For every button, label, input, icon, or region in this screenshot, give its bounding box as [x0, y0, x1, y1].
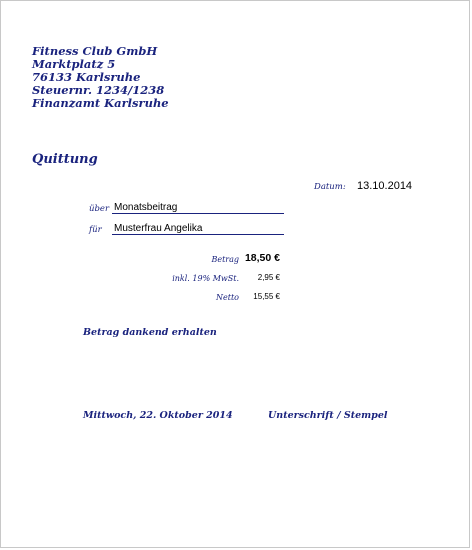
company-tax-number: Steuernr. 1234/1238: [32, 83, 165, 97]
date-value: 13.10.2014: [357, 180, 413, 192]
net-value: 15,55 €: [253, 292, 280, 301]
company-name: Fitness Club GmbH: [32, 44, 158, 58]
for-value: Musterfrau Angelika: [112, 223, 284, 235]
net-label: Netto: [216, 293, 239, 302]
gross-value: 18,50 €: [244, 252, 280, 264]
vat-label: inkl. 19% MwSt.: [172, 274, 239, 283]
date-label: Datum:: [314, 182, 346, 192]
signature-label: Unterschrift / Stempel: [268, 410, 388, 421]
company-tax-office: Finanzamt Karlsruhe: [32, 96, 169, 110]
receipt-title: Quittung: [32, 152, 98, 167]
company-city: 76133 Karlsruhe: [32, 70, 141, 84]
for-label: für: [89, 225, 102, 235]
about-value: Monatsbeitrag: [112, 202, 284, 214]
place-date: Mittwoch, 22. Oktober 2014: [83, 410, 233, 421]
vat-value: 2,95 €: [257, 273, 280, 282]
received-text: Betrag dankend erhalten: [83, 327, 217, 338]
company-address: [32, 45, 169, 110]
about-label: über: [89, 204, 110, 214]
company-street: Marktplatz 5: [32, 57, 116, 71]
gross-label: Betrag: [211, 255, 239, 264]
